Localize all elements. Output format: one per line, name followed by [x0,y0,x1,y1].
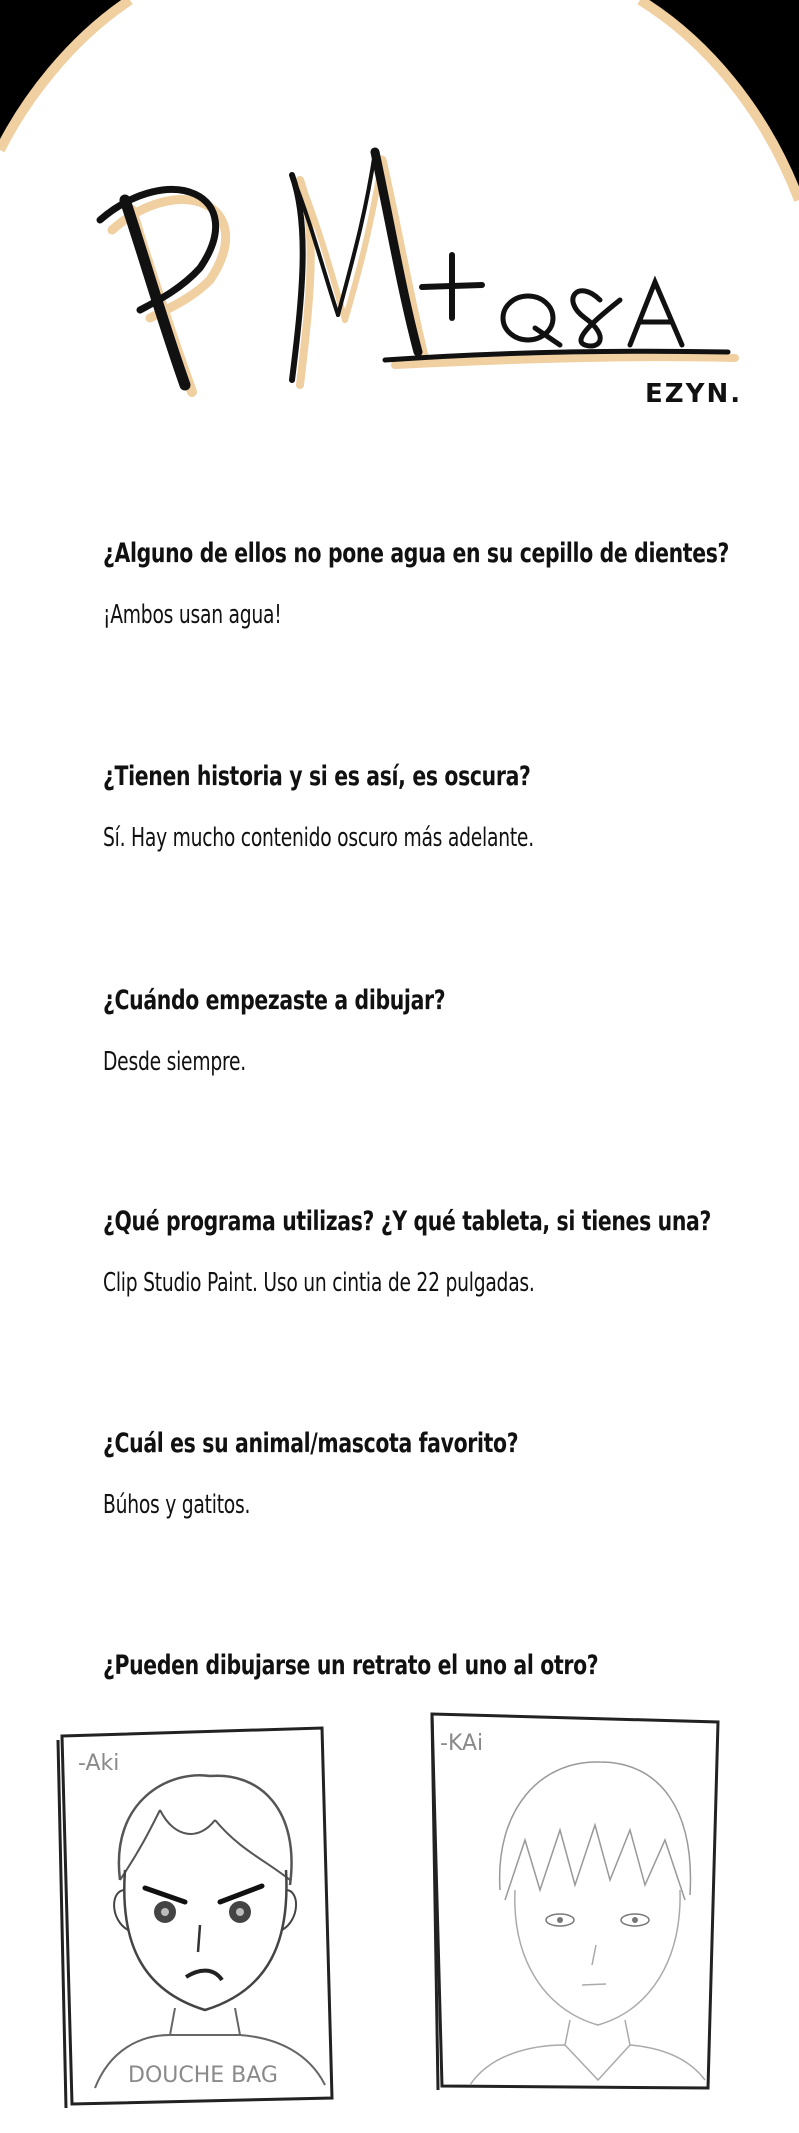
qa-item [103,761,743,853]
portrait-aki [58,1728,332,2108]
qa-item [103,1206,743,1298]
portrait-label: -KAi [440,1731,484,1756]
qa-item [103,985,743,1077]
qa-item [103,1428,743,1520]
question-text: ¿Qué programa utilizas? ¿Y qué tableta, si tienes una? [103,1206,711,1237]
question-text: ¿Cuál es su animal/mascota favorito? [103,1428,519,1459]
header-svg [0,0,799,440]
corner-right [640,0,799,200]
answer-text: Búhos y gatitos. [103,1490,251,1520]
answer-text: Desde siempre. [103,1047,246,1077]
portraits-svg [0,1690,799,2133]
answer-text: ¡Ambos usan agua! [103,600,282,630]
portrait-kai [432,1714,718,2090]
qa-item [103,538,743,630]
portrait-sketches [0,1690,799,2133]
portrait-label: -Aki [78,1751,120,1776]
header-artwork [0,0,799,440]
question-text: ¿Tienen historia y si es así, es oscura? [103,761,531,792]
logo-qa [503,282,682,346]
portrait-caption: DOUCHE BAG [128,2063,278,2088]
corner-left [0,0,130,150]
answer-text: Sí. Hay mucho contenido oscuro más adelante. [103,823,534,853]
answer-text: Clip Studio Paint. Uso un cintia de 22 pulgadas. [103,1268,535,1298]
author-signature: EZYN. [645,379,743,409]
qa-item-portraits [103,1650,743,1681]
logo-ink [100,152,728,385]
question-text: ¿Alguno de ellos no pone agua en su cepillo de dientes? [103,538,730,569]
question-text: ¿Cuándo empezaste a dibujar? [103,985,446,1016]
question-text: ¿Pueden dibujarse un retrato el uno al otro? [103,1650,599,1681]
